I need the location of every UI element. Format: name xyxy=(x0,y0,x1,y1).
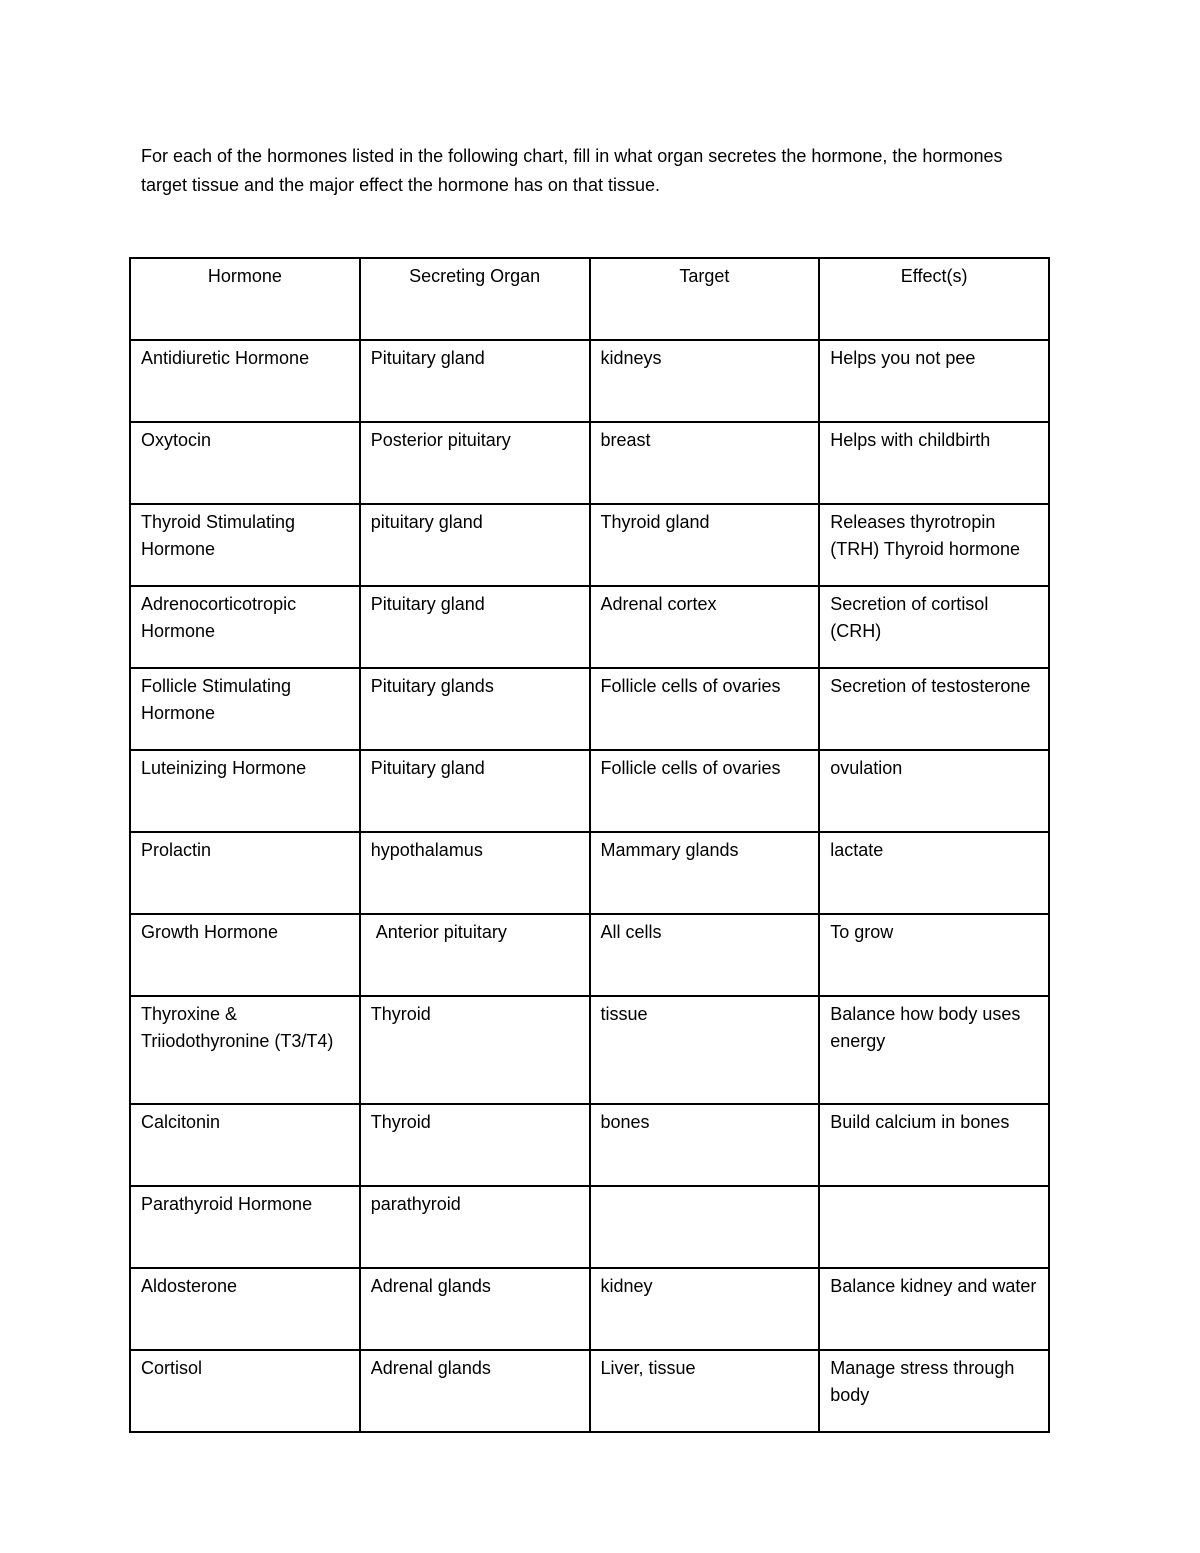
hormone-cell: Growth Hormone xyxy=(130,914,360,996)
target-cell: bones xyxy=(590,1104,820,1186)
hormone-cell: Luteinizing Hormone xyxy=(130,750,360,832)
effect-cell: ovulation xyxy=(819,750,1049,832)
effect-cell: lactate xyxy=(819,832,1049,914)
hormone-cell: Cortisol xyxy=(130,1350,360,1432)
header-hormone: Hormone xyxy=(130,258,360,340)
effect-cell: Releases thyrotropin (TRH) Thyroid hormone xyxy=(819,504,1049,586)
header-target: Target xyxy=(590,258,820,340)
table-row xyxy=(130,1268,1049,1350)
target-cell: Liver, tissue xyxy=(590,1350,820,1432)
target-cell: All cells xyxy=(590,914,820,996)
target-cell: Mammary glands xyxy=(590,832,820,914)
target-cell: tissue xyxy=(590,996,820,1104)
effect-cell: Balance kidney and water xyxy=(819,1268,1049,1350)
effect-cell: Secretion of testosterone xyxy=(819,668,1049,750)
secreting-organ-cell: Adrenal glands xyxy=(360,1350,590,1432)
table-row xyxy=(130,1350,1049,1432)
hormone-cell: Follicle Stimulating Hormone xyxy=(130,668,360,750)
hormone-cell: Parathyroid Hormone xyxy=(130,1186,360,1268)
hormone-cell: Thyroxine & Triiodothyronine (T3/T4) xyxy=(130,996,360,1104)
target-cell: kidney xyxy=(590,1268,820,1350)
table-row xyxy=(130,996,1049,1104)
table-row xyxy=(130,914,1049,996)
effect-cell: Secretion of cortisol (CRH) xyxy=(819,586,1049,668)
table-row xyxy=(130,1186,1049,1268)
header-secreting-organ: Secreting Organ xyxy=(360,258,590,340)
hormone-cell: Antidiuretic Hormone xyxy=(130,340,360,422)
header-effects: Effect(s) xyxy=(819,258,1049,340)
hormone-cell: Calcitonin xyxy=(130,1104,360,1186)
table-row xyxy=(130,750,1049,832)
effect-cell: To grow xyxy=(819,914,1049,996)
effect-cell: Build calcium in bones xyxy=(819,1104,1049,1186)
hormone-chart-table xyxy=(129,257,1050,1433)
instructions-text: For each of the hormones listed in the following chart, fill in what organ secretes the hormone, the hormones target tissue and the major effect the hormone has on that tissue. xyxy=(141,146,1003,195)
table-row xyxy=(130,832,1049,914)
effect-cell xyxy=(819,1186,1049,1268)
effect-cell: Manage stress through body xyxy=(819,1350,1049,1432)
secreting-organ-cell: parathyroid xyxy=(360,1186,590,1268)
hormone-cell: Thyroid Stimulating Hormone xyxy=(130,504,360,586)
effect-cell: Helps with childbirth xyxy=(819,422,1049,504)
secreting-organ-cell: Adrenal glands xyxy=(360,1268,590,1350)
hormone-cell: Prolactin xyxy=(130,832,360,914)
target-cell: kidneys xyxy=(590,340,820,422)
target-cell: Thyroid gland xyxy=(590,504,820,586)
table-row xyxy=(130,586,1049,668)
secreting-organ-cell: Pituitary gland xyxy=(360,586,590,668)
table-row xyxy=(130,340,1049,422)
table-header-row xyxy=(130,258,1049,340)
secreting-organ-cell: hypothalamus xyxy=(360,832,590,914)
hormone-cell: Aldosterone xyxy=(130,1268,360,1350)
target-cell: Follicle cells of ovaries xyxy=(590,668,820,750)
secreting-organ-cell: Pituitary gland xyxy=(360,340,590,422)
target-cell xyxy=(590,1186,820,1268)
table-row xyxy=(130,422,1049,504)
effect-cell: Helps you not pee xyxy=(819,340,1049,422)
effect-cell: Balance how body uses energy xyxy=(819,996,1049,1104)
table-row xyxy=(130,504,1049,586)
hormone-cell: Oxytocin xyxy=(130,422,360,504)
table-row xyxy=(130,1104,1049,1186)
secreting-organ-cell: Thyroid xyxy=(360,996,590,1104)
secreting-organ-cell: Posterior pituitary xyxy=(360,422,590,504)
secreting-organ-cell: Thyroid xyxy=(360,1104,590,1186)
target-cell: breast xyxy=(590,422,820,504)
secreting-organ-cell: Anterior pituitary xyxy=(360,914,590,996)
hormone-cell: Adrenocorticotropic Hormone xyxy=(130,586,360,668)
table-row xyxy=(130,668,1049,750)
secreting-organ-cell: Pituitary gland xyxy=(360,750,590,832)
secreting-organ-cell: Pituitary glands xyxy=(360,668,590,750)
target-cell: Adrenal cortex xyxy=(590,586,820,668)
secreting-organ-cell: pituitary gland xyxy=(360,504,590,586)
target-cell: Follicle cells of ovaries xyxy=(590,750,820,832)
